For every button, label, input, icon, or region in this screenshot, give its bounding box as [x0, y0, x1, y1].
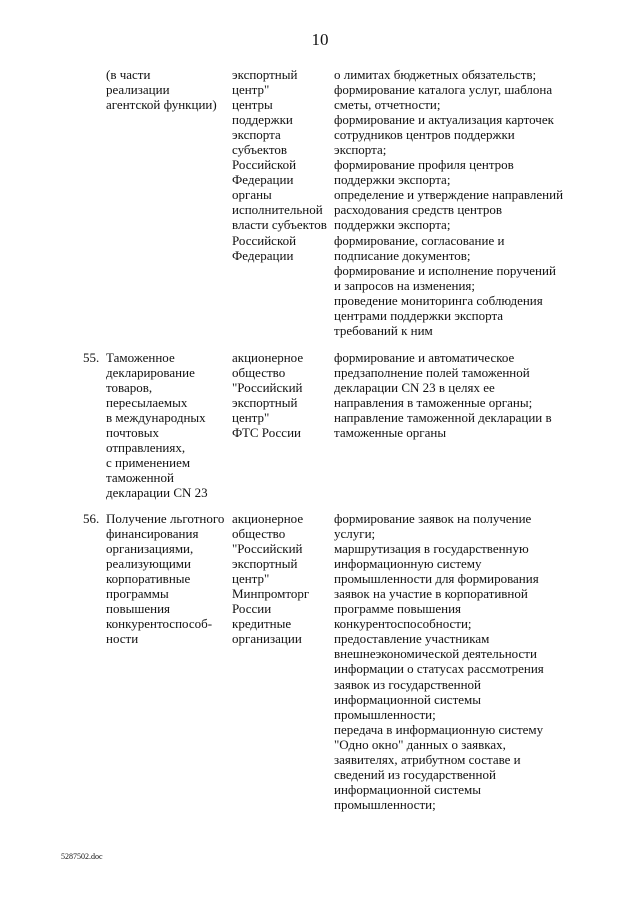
page-number: 10	[311, 30, 329, 49]
row-number: 55.	[83, 350, 100, 365]
participants: акционерное общество "Российский экспортный центр" ФТС России	[232, 350, 304, 441]
service-name: (в части реализации агентской функции)	[106, 67, 217, 113]
file-name-footer: 5287502.doc	[61, 852, 103, 861]
participants: экспортный центр" центры поддержки экспорта субъектов Российской Федерации органы исполнительной власти субъектов Российской Федерации	[232, 67, 327, 263]
service-name: Получение льготного финансирования организациями, реализующими корпоративные программы повышения конкурентоспособ- ности	[106, 511, 225, 647]
row-number: 56.	[83, 511, 100, 526]
functions: о лимитах бюджетных обязательств; формирование каталога услуг, шаблона сметы, отчетности; формирование и актуализация карточек сотрудников центров поддержки экспорта; формирование профиля центров поддержки экспорта; определение и утверждение направлений расходования средств центров поддержки экспорта; формирование, согласование и подписание документов; формирование и исполнение поручений и запросов на изменения; проведение мониторинга соблюдения центрами поддержки экспорта требований к ним	[334, 67, 564, 338]
participants: акционерное общество "Российский экспортный центр" Минпромторг России кредитные организации	[232, 511, 310, 647]
service-name: Таможенное декларирование товаров, пересылаемых в международных почтовых отправлениях, с применением таможенной декларации CN 23	[106, 350, 208, 501]
functions: формирование заявок на получение услуги; маршрутизация в государственную информационную систему промышленности для формирования заявок на участие в корпоративной программе повышения конкурентоспособности; предоставление участникам внешнеэкономической деятельности информации о статусах рассмотрения заявок из государственной информационной системы промышленности; передача в информационную систему "Одно окно" данных о заявках, заявителях, атрибутном составе и сведений из государственной информационной системы промышленности;	[334, 511, 544, 812]
functions: формирование и автоматическое предзаполнение полей таможенной декларации CN 23 в целях ее направления в таможенные органы; направление таможенной декларации в таможенные органы	[334, 350, 552, 441]
